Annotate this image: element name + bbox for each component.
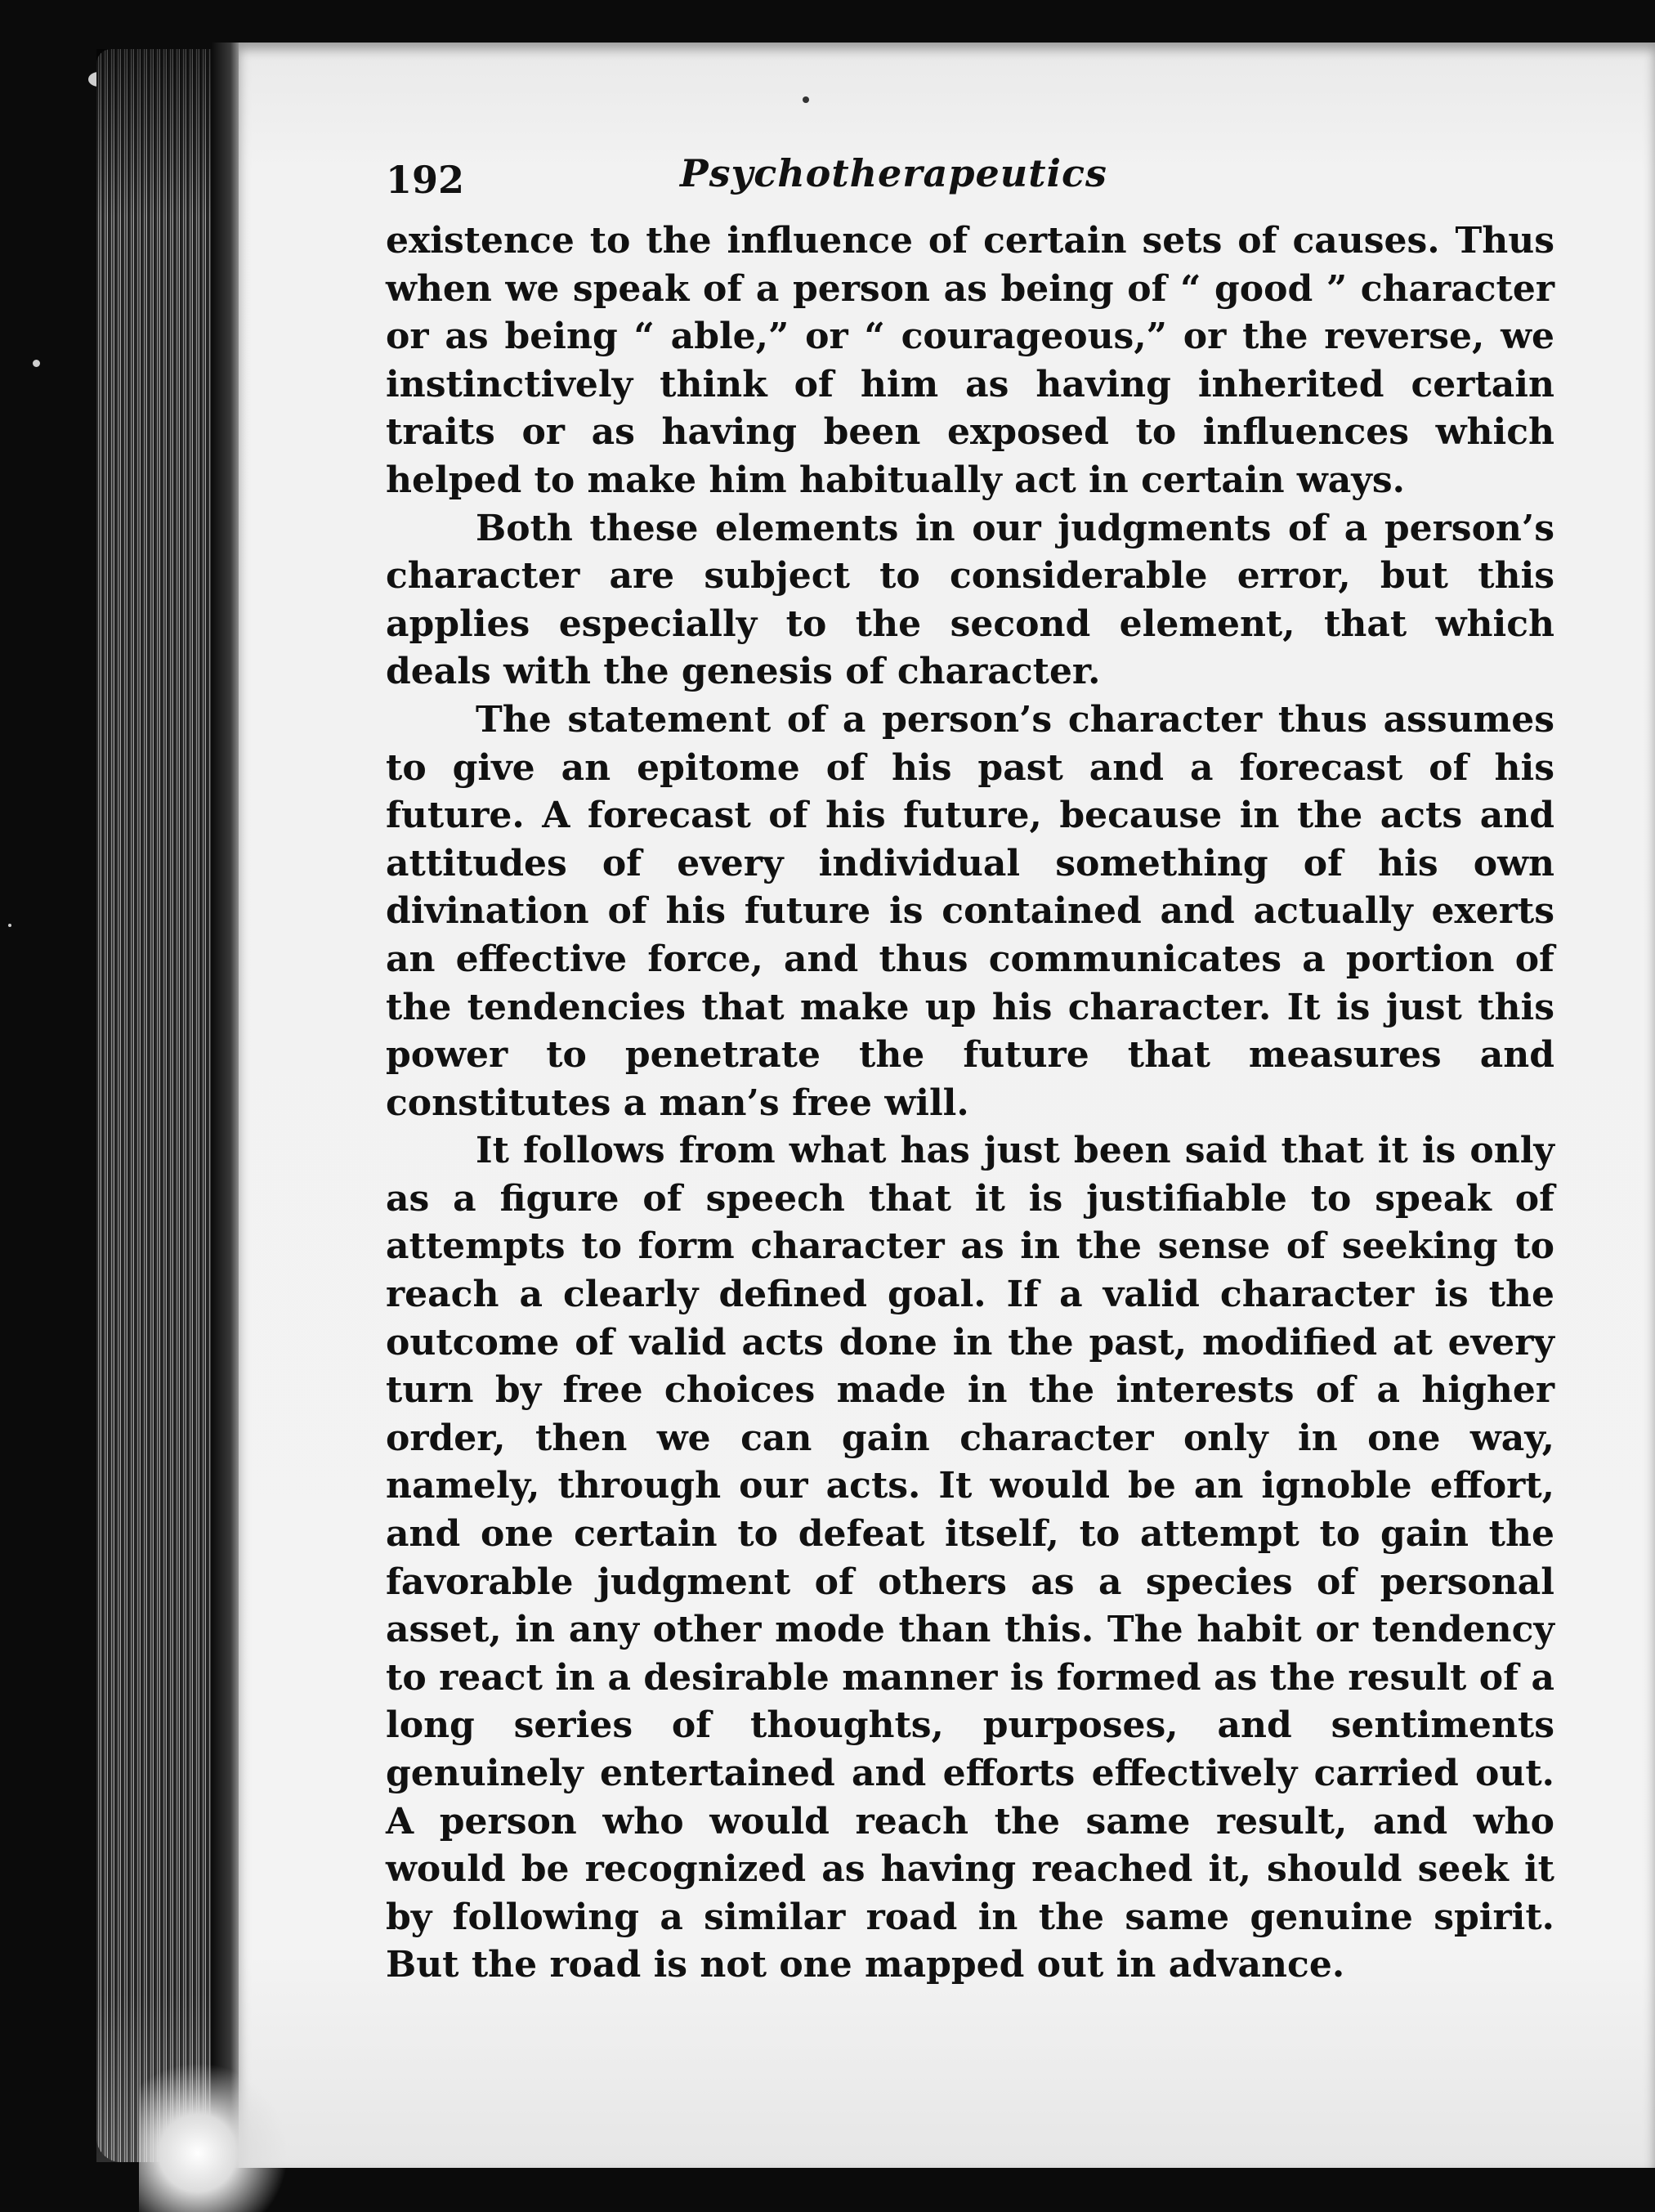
running-head — [386, 141, 1554, 206]
paragraph: It follows from what has just been said that it is only as a figure of speech that it is justifiable to speak of attempts to form character as in the sense of seeking to reach a clearly defined goal. If a valid character is the outcome of valid acts done in the past, modified at every turn by free choices made in the interests of a higher order, then we can gain character only in one way, namely, through our acts. It would be an ignoble effort, and one certain to defeat itself, to attempt to gain the favorable judgment of others as a species of personal asset, in any other mode than this. The habit or tendency to react in a desirable manner is formed as the result of a long series of thoughts, purposes, and sentiments genuinely entertained and efforts effectively carried out. A person who would reach the same result, and who would be recognized as having reached it, should seek it by following a similar road in the same genuine spirit. But the road is not one mapped out in advance. — [386, 1130, 1554, 1986]
page-number: 192 — [386, 158, 465, 202]
running-title: Psychotherapeutics — [680, 151, 1107, 195]
dust-speck — [33, 360, 40, 367]
paragraph: Both these elements in our judgments of a person’s character are subject to considerable error, but this applies especially to the second element, that which deals with the genesis of character. — [386, 507, 1554, 693]
book-page — [239, 43, 1655, 2168]
paragraph: existence to the influence of certain sets of causes. Thus when we speak of a person as being of “ good ” character or as being “ able,” or “ courageous,” or the reverse, we instinctively think of him as having inherited certain traits or as having been exposed to influences which helped to make him habitually act in certain ways. — [386, 220, 1554, 501]
ink-dot — [803, 96, 809, 103]
body-text — [386, 217, 1554, 1990]
page-content — [386, 141, 1554, 1990]
paragraph: The statement of a person’s character thus assumes to give an epitome of his past and a forecast of his future. A forecast of his future, because in the acts and attitudes of every individual something of his own divination of his future is contained and actually exerts an effective force, and thus communicates a portion of the tendencies that make up his character. It is just this power to penetrate the future that measures and constitutes a man’s free will. — [386, 698, 1554, 1124]
light-glare — [139, 2060, 286, 2212]
dust-speck — [8, 924, 11, 927]
